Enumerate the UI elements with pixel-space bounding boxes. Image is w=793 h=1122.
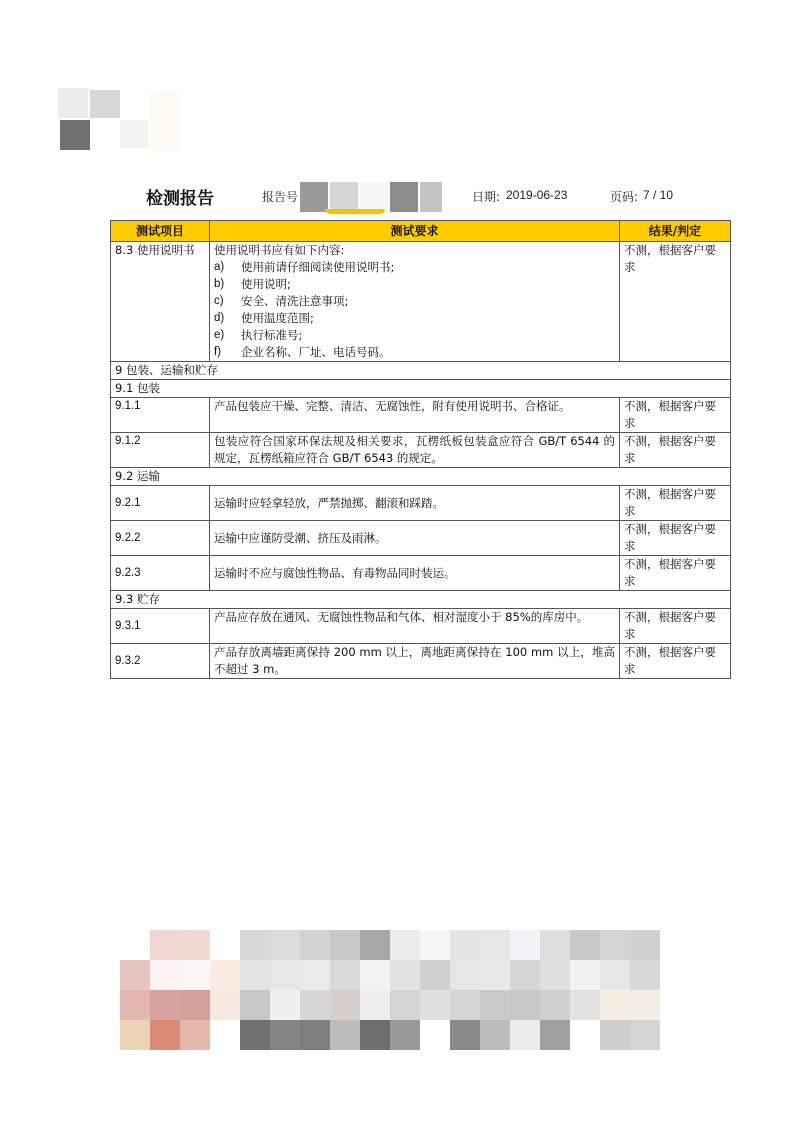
requirement-cell: 产品包装应干燥、完整、清洁、无腐蚀性，附有使用说明书、合格证。: [210, 398, 620, 433]
requirement-cell: 运输中应谨防受潮、挤压及雨淋。: [210, 521, 620, 556]
redaction-tile: [240, 1020, 270, 1050]
redacted-signature-block: [120, 930, 660, 1050]
requirement-cell: 产品应存放在通风、无腐蚀性物品和气体、相对湿度小于 85%的库房中。: [210, 609, 620, 644]
redaction-tile: [540, 990, 570, 1020]
redaction-tile: [270, 1020, 300, 1050]
item-cell: 9.1.1: [111, 398, 210, 433]
redaction-tile: [480, 960, 510, 990]
col-header-result: 结果/判定: [620, 221, 731, 242]
redaction-tile: [390, 960, 420, 990]
list-item: c) 安全、清洗注意事项;: [214, 294, 349, 308]
redaction-tile: [120, 1020, 150, 1050]
redaction-tile: [300, 960, 330, 990]
section-row: [111, 362, 731, 380]
redaction-tile: [210, 960, 240, 990]
redaction-tile: [570, 1020, 600, 1050]
redaction-tile: [180, 930, 210, 960]
table-row: [111, 486, 731, 521]
redaction-tile: [360, 990, 390, 1020]
redaction-tile: [630, 960, 660, 990]
result-cell: 不测，根据客户要求: [620, 398, 731, 433]
redaction-tile: [210, 930, 240, 960]
redaction-tile: [330, 990, 360, 1020]
redaction-tile: [150, 960, 180, 990]
redaction-tile: [390, 1020, 420, 1050]
section-title: 9.3 贮存: [111, 591, 731, 609]
date-label: 日期:: [472, 190, 501, 204]
redaction-tile: [210, 990, 240, 1020]
list-item: f) 企业名称、厂址、电话号码。: [214, 345, 391, 359]
table-row: [111, 242, 731, 362]
redaction-tile: [120, 960, 150, 990]
redaction-tile: [510, 990, 540, 1020]
redaction-tile: [630, 930, 660, 960]
requirement-cell: 产品存放离墙距离保持 200 mm 以上，离地距离保持在 100 mm 以上，堆高不超过 3 m。: [210, 644, 620, 679]
redaction-tile: [480, 990, 510, 1020]
company-logo: [58, 88, 188, 168]
redaction-tile: [540, 960, 570, 990]
redaction-tile: [600, 960, 630, 990]
redaction-tile: [390, 930, 420, 960]
redaction-tile: [180, 990, 210, 1020]
redaction-tile: [510, 960, 540, 990]
redaction-tile: [450, 990, 480, 1020]
table-header-row: [111, 221, 731, 242]
section-title: 9.2 运输: [111, 468, 731, 486]
redaction-tile: [420, 960, 450, 990]
redaction-tile: [540, 930, 570, 960]
report-number-label: 报告号: [262, 190, 299, 204]
redaction-tile: [600, 1020, 630, 1050]
list-item: d) 使用温度范围;: [214, 311, 314, 325]
redaction-tile: [330, 1020, 360, 1050]
redaction-tile: [480, 930, 510, 960]
redaction-tile: [330, 930, 360, 960]
result-cell: 不测，根据客户要求: [620, 486, 731, 521]
redaction-tile: [360, 960, 390, 990]
redaction-tile: [240, 990, 270, 1020]
result-cell: 不测，根据客户要求: [620, 433, 731, 468]
table-row: [111, 556, 731, 591]
redaction-tile: [600, 930, 630, 960]
redaction-tile: [240, 960, 270, 990]
table-row: [111, 433, 731, 468]
redaction-tile: [300, 1020, 330, 1050]
redaction-tile: [510, 930, 540, 960]
page-value: 7 / 10: [643, 188, 674, 202]
redaction-tile: [270, 990, 300, 1020]
redaction-tile: [210, 1020, 240, 1050]
redaction-tile: [510, 1020, 540, 1050]
item-cell: 9.3.1: [111, 609, 210, 644]
result-cell: 不测，根据客户要求: [620, 556, 731, 591]
date-value: 2019-06-23: [506, 188, 568, 202]
redaction-tile: [300, 990, 330, 1020]
redaction-tile: [120, 990, 150, 1020]
redaction-tile: [270, 960, 300, 990]
redaction-tile: [180, 960, 210, 990]
redaction-tile: [390, 990, 420, 1020]
redaction-tile: [420, 1020, 450, 1050]
col-header-item: 测试项目: [111, 221, 210, 242]
redaction-tile: [450, 1020, 480, 1050]
redaction-tile: [270, 930, 300, 960]
redaction-tile: [450, 960, 480, 990]
redaction-tile: [360, 930, 390, 960]
redaction-tile: [240, 930, 270, 960]
item-cell: 9.1.2: [111, 433, 210, 468]
redaction-tile: [120, 930, 150, 960]
item-cell: 8.3 使用说明书: [111, 242, 210, 362]
table-row: [111, 609, 731, 644]
item-cell: 9.3.2: [111, 644, 210, 679]
redaction-tile: [330, 960, 360, 990]
redacted-report-number: [300, 182, 450, 212]
table-row: [111, 644, 731, 679]
result-cell: 不测，根据客户要求: [620, 242, 731, 362]
redaction-tile: [630, 990, 660, 1020]
list-item: b) 使用说明;: [214, 277, 291, 291]
section-title: 9.1 包装: [111, 380, 731, 398]
redaction-tile: [420, 930, 450, 960]
requirement-intro: 使用说明书应有如下内容:: [214, 243, 345, 257]
result-cell: 不测，根据客户要求: [620, 644, 731, 679]
redaction-tile: [360, 1020, 390, 1050]
list-item: a) 使用前请仔细阅读使用说明书;: [214, 260, 395, 274]
redaction-tile: [420, 990, 450, 1020]
item-cell: 9.2.1: [111, 486, 210, 521]
requirement-cell: [210, 242, 620, 362]
table-row: [111, 398, 731, 433]
requirement-cell: 包装应符合国家环保法规及相关要求，瓦楞纸板包装盒应符合 GB/T 6544 的规定，瓦楞纸箱应符合 GB/T 6543 的规定。: [210, 433, 620, 468]
page-label: 页码:: [610, 190, 639, 204]
redaction-tile: [600, 990, 630, 1020]
redaction-tile: [450, 930, 480, 960]
section-row: [111, 380, 731, 398]
redaction-tile: [150, 930, 180, 960]
result-cell: 不测，根据客户要求: [620, 609, 731, 644]
requirement-cell: 运输时不应与腐蚀性物品、有毒物品同时装运。: [210, 556, 620, 591]
section-row: [111, 591, 731, 609]
redaction-tile: [480, 1020, 510, 1050]
redaction-tile: [150, 990, 180, 1020]
report-header: [110, 182, 730, 212]
section-row: [111, 468, 731, 486]
item-cell: 9.2.3: [111, 556, 210, 591]
redaction-tile: [630, 1020, 660, 1050]
redaction-tile: [150, 1020, 180, 1050]
redaction-tile: [570, 930, 600, 960]
requirement-cell: 运输时应轻拿轻放，严禁抛掷、翻滚和踩踏。: [210, 486, 620, 521]
report-title: 检测报告: [146, 189, 214, 209]
col-header-requirement: 测试要求: [210, 221, 620, 242]
redaction-tile: [570, 990, 600, 1020]
redaction-tile: [540, 1020, 570, 1050]
result-cell: 不测，根据客户要求: [620, 521, 731, 556]
section-title: 9 包装、运输和贮存: [111, 362, 731, 380]
list-item: e) 执行标准号;: [214, 328, 303, 342]
item-cell: 9.2.2: [111, 521, 210, 556]
redaction-tile: [300, 930, 330, 960]
brand-swoosh: [325, 209, 385, 214]
redaction-tile: [570, 960, 600, 990]
test-table: [110, 220, 731, 679]
table-row: [111, 521, 731, 556]
redaction-tile: [180, 1020, 210, 1050]
